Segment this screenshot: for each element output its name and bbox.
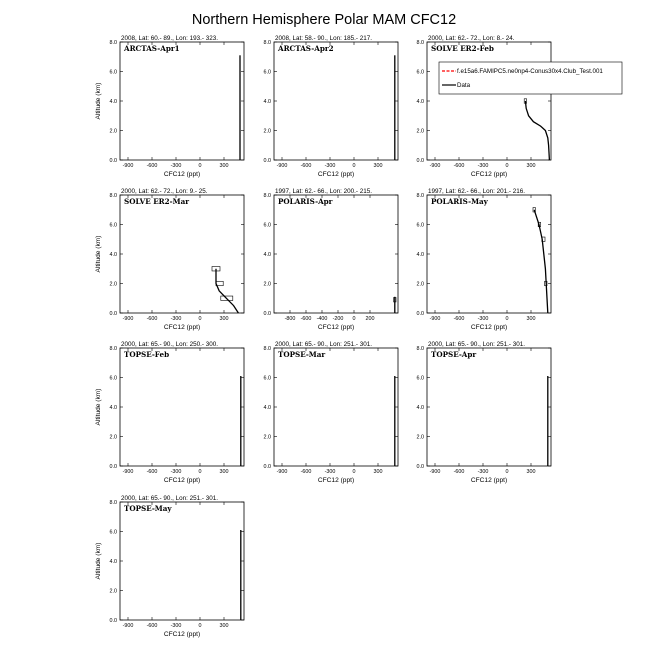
- x-axis-label: CFC12 (ppt): [317, 171, 355, 178]
- y-axis-label: Altitude (km): [95, 542, 102, 580]
- y-tick-label: 2.0: [416, 434, 424, 441]
- y-tick-label: 6.0: [416, 222, 424, 229]
- x-tick-label: -900: [122, 623, 134, 629]
- x-tick-label: -600: [146, 469, 158, 475]
- y-tick-label: 0.0: [109, 311, 117, 317]
- panel-title: POLARIS-Apr: [278, 197, 333, 206]
- x-tick-label: -300: [324, 469, 336, 475]
- x-tick-label: -900: [276, 469, 288, 475]
- y-tick-label: 2.0: [263, 281, 271, 288]
- y-tick-label: 0.0: [263, 158, 271, 164]
- plot-frame: [274, 348, 398, 466]
- plot-frame: [120, 348, 244, 466]
- y-tick-label: 2.0: [109, 281, 117, 288]
- x-tick-label: -300: [477, 469, 489, 475]
- panel-header: 1997, Lat: 62.- 66., Lon: 201.- 216.: [428, 188, 525, 195]
- x-tick-label: -600: [453, 163, 465, 169]
- x-tick-label: -900: [276, 163, 288, 169]
- panel-title: TOPSE-May: [124, 504, 172, 513]
- panel-arctas-apr1: [95, 35, 244, 178]
- x-axis-label: CFC12 (ppt): [163, 477, 201, 484]
- plot-frame: [427, 42, 551, 160]
- y-tick-label: 6.0: [263, 375, 271, 382]
- panel-topse-may: [95, 495, 244, 638]
- x-tick-label: -900: [429, 469, 441, 475]
- y-tick-label: 0.0: [416, 158, 424, 164]
- y-tick-label: 0.0: [263, 464, 271, 470]
- y-tick-label: 6.0: [416, 69, 424, 76]
- panel-topse-mar: [264, 341, 399, 484]
- panel-title: ARCTAS-Apr1: [124, 44, 180, 53]
- y-tick-label: 0.0: [109, 158, 117, 164]
- x-tick-label: 0: [505, 469, 509, 475]
- y-tick-label: 8.0: [109, 500, 117, 506]
- legend-label: f.e15a6.FAMIPC5.ne0np4-Conus30x4.Club_Test.001: [457, 68, 603, 75]
- y-tick-label: 4.0: [416, 405, 424, 411]
- plot-frame: [427, 195, 551, 313]
- panel-title: SOLVE ER2-Mar: [124, 197, 190, 206]
- x-tick-label: -300: [170, 163, 182, 169]
- y-tick-label: 8.0: [109, 346, 117, 352]
- y-tick-label: 0.0: [109, 464, 117, 470]
- x-tick-label: 0: [352, 469, 356, 475]
- y-tick-label: 0.0: [263, 311, 271, 317]
- plot-frame: [120, 42, 244, 160]
- y-tick-label: 4.0: [263, 99, 271, 105]
- y-tick-label: 0.0: [416, 311, 424, 317]
- plot-frame: [274, 195, 398, 313]
- panel-arctas-apr2: [264, 35, 399, 178]
- x-axis-label: CFC12 (ppt): [317, 324, 355, 331]
- x-tick-label: -600: [146, 163, 158, 169]
- x-tick-label: -900: [122, 316, 134, 322]
- x-tick-label: 300: [526, 163, 536, 169]
- panel-header: 2000, Lat: 65.- 90., Lon: 250.- 300.: [121, 341, 218, 348]
- x-tick-label: -900: [429, 163, 441, 169]
- y-tick-label: 4.0: [109, 99, 117, 105]
- y-tick-label: 0.0: [109, 618, 117, 624]
- legend-label: Data: [457, 82, 471, 89]
- y-tick-label: 4.0: [109, 405, 117, 411]
- y-tick-label: 8.0: [416, 193, 424, 199]
- y-tick-label: 0.0: [416, 464, 424, 470]
- panel-grid: [95, 35, 551, 638]
- x-axis-label: CFC12 (ppt): [470, 477, 508, 484]
- panel-solve-er2-mar: [95, 188, 244, 331]
- panel-solve-er2-feb: [417, 35, 552, 178]
- x-tick-label: 300: [219, 623, 229, 629]
- x-tick-label: -600: [300, 469, 312, 475]
- data-series-line: [534, 210, 548, 313]
- x-tick-label: 300: [373, 469, 383, 475]
- y-axis-label: Altitude (km): [95, 388, 102, 426]
- x-tick-label: 300: [526, 316, 536, 322]
- y-tick-label: 2.0: [416, 128, 424, 135]
- data-series-line: [216, 269, 238, 313]
- panel-topse-feb: [95, 341, 244, 484]
- x-tick-label: 0: [352, 316, 356, 322]
- y-tick-label: 4.0: [109, 252, 117, 258]
- panel-title: POLARIS-May: [431, 197, 488, 206]
- panel-title: TOPSE-Feb: [124, 350, 170, 359]
- x-tick-label: -900: [122, 163, 134, 169]
- panel-header: 2000, Lat: 65.- 90., Lon: 251.- 301.: [428, 341, 525, 348]
- x-tick-label: 300: [219, 316, 229, 322]
- x-tick-label: 200: [365, 316, 375, 322]
- x-tick-label: 0: [505, 163, 509, 169]
- x-tick-label: -900: [429, 316, 441, 322]
- panel-title: TOPSE-Apr: [431, 350, 477, 359]
- plot-frame: [120, 502, 244, 620]
- panel-polaris-apr: [264, 188, 399, 331]
- plot-frame: [427, 348, 551, 466]
- y-tick-label: 6.0: [109, 69, 117, 76]
- x-tick-label: 300: [526, 469, 536, 475]
- x-tick-label: 0: [198, 316, 202, 322]
- y-tick-label: 8.0: [263, 346, 271, 352]
- y-tick-label: 4.0: [263, 252, 271, 258]
- y-tick-label: 2.0: [263, 434, 271, 441]
- panel-header: 2000, Lat: 62.- 72., Lon: 8.- 24.: [428, 35, 515, 42]
- y-axis-label: Altitude (km): [95, 82, 102, 120]
- x-axis-label: CFC12 (ppt): [163, 171, 201, 178]
- x-tick-label: -600: [453, 316, 465, 322]
- x-tick-label: 300: [219, 163, 229, 169]
- x-tick-label: -600: [300, 316, 312, 322]
- panel-header: 2000, Lat: 62.- 72., Lon: 9.- 25.: [121, 188, 208, 195]
- x-tick-label: 300: [373, 163, 383, 169]
- x-tick-label: 0: [198, 163, 202, 169]
- x-axis-label: CFC12 (ppt): [317, 477, 355, 484]
- panel-header: 1997, Lat: 62.- 66., Lon: 200.- 215.: [275, 188, 372, 195]
- data-series-line: [525, 101, 549, 160]
- panel-title: ARCTAS-Apr2: [278, 44, 334, 53]
- x-axis-label: CFC12 (ppt): [470, 171, 508, 178]
- y-tick-label: 2.0: [416, 281, 424, 288]
- x-axis-label: CFC12 (ppt): [163, 324, 201, 331]
- y-tick-label: 2.0: [109, 588, 117, 595]
- x-tick-label: -800: [284, 316, 296, 322]
- panel-header: 2008, Lat: 58.- 90., Lon: 185.- 217.: [275, 35, 372, 42]
- x-tick-label: -900: [122, 469, 134, 475]
- panel-header: 2000, Lat: 65.- 90., Lon: 251.- 301.: [121, 495, 218, 502]
- x-tick-label: -600: [146, 316, 158, 322]
- y-tick-label: 8.0: [109, 40, 117, 46]
- x-tick-label: 0: [198, 623, 202, 629]
- x-tick-label: -600: [146, 623, 158, 629]
- y-tick-label: 6.0: [109, 529, 117, 536]
- y-tick-label: 6.0: [263, 69, 271, 76]
- y-tick-label: 8.0: [263, 193, 271, 199]
- y-tick-label: 8.0: [263, 40, 271, 46]
- legend-box: [439, 62, 622, 94]
- y-tick-label: 6.0: [109, 222, 117, 229]
- y-tick-label: 8.0: [109, 193, 117, 199]
- y-tick-label: 6.0: [263, 222, 271, 229]
- x-tick-label: 300: [219, 469, 229, 475]
- x-axis-label: CFC12 (ppt): [163, 631, 201, 638]
- x-tick-label: -600: [300, 163, 312, 169]
- y-axis-label: Altitude (km): [95, 235, 102, 273]
- legend: [439, 62, 622, 94]
- y-tick-label: 4.0: [109, 559, 117, 565]
- panel-header: 2008, Lat: 60.- 89., Lon: 193.- 323.: [121, 35, 218, 42]
- y-tick-label: 6.0: [416, 375, 424, 382]
- x-tick-label: -200: [332, 316, 344, 322]
- y-tick-label: 6.0: [109, 375, 117, 382]
- plot-frame: [274, 42, 398, 160]
- x-tick-label: 0: [198, 469, 202, 475]
- x-tick-label: -600: [453, 469, 465, 475]
- y-tick-label: 4.0: [416, 252, 424, 258]
- y-tick-label: 2.0: [109, 128, 117, 135]
- x-tick-label: -300: [170, 316, 182, 322]
- y-tick-label: 8.0: [416, 40, 424, 46]
- x-tick-label: -300: [170, 469, 182, 475]
- panel-topse-apr: [417, 341, 552, 484]
- x-tick-label: 0: [352, 163, 356, 169]
- y-tick-label: 4.0: [416, 99, 424, 105]
- x-tick-label: -400: [316, 316, 328, 322]
- x-axis-label: CFC12 (ppt): [470, 324, 508, 331]
- y-tick-label: 4.0: [263, 405, 271, 411]
- x-tick-label: -300: [477, 163, 489, 169]
- y-tick-label: 2.0: [109, 434, 117, 441]
- panel-header: 2000, Lat: 65.- 90., Lon: 251.- 301.: [275, 341, 372, 348]
- y-tick-label: 8.0: [416, 346, 424, 352]
- x-tick-label: -300: [170, 623, 182, 629]
- main-title: Northern Hemisphere Polar MAM CFC12: [191, 12, 457, 28]
- x-tick-label: -300: [324, 163, 336, 169]
- x-tick-label: -300: [477, 316, 489, 322]
- x-tick-label: 0: [505, 316, 509, 322]
- plot-frame: [120, 195, 244, 313]
- y-tick-label: 2.0: [263, 128, 271, 135]
- panel-title: SOLVE ER2-Feb: [431, 44, 494, 53]
- panel-title: TOPSE-Mar: [278, 350, 326, 359]
- panel-polaris-may: [417, 188, 552, 331]
